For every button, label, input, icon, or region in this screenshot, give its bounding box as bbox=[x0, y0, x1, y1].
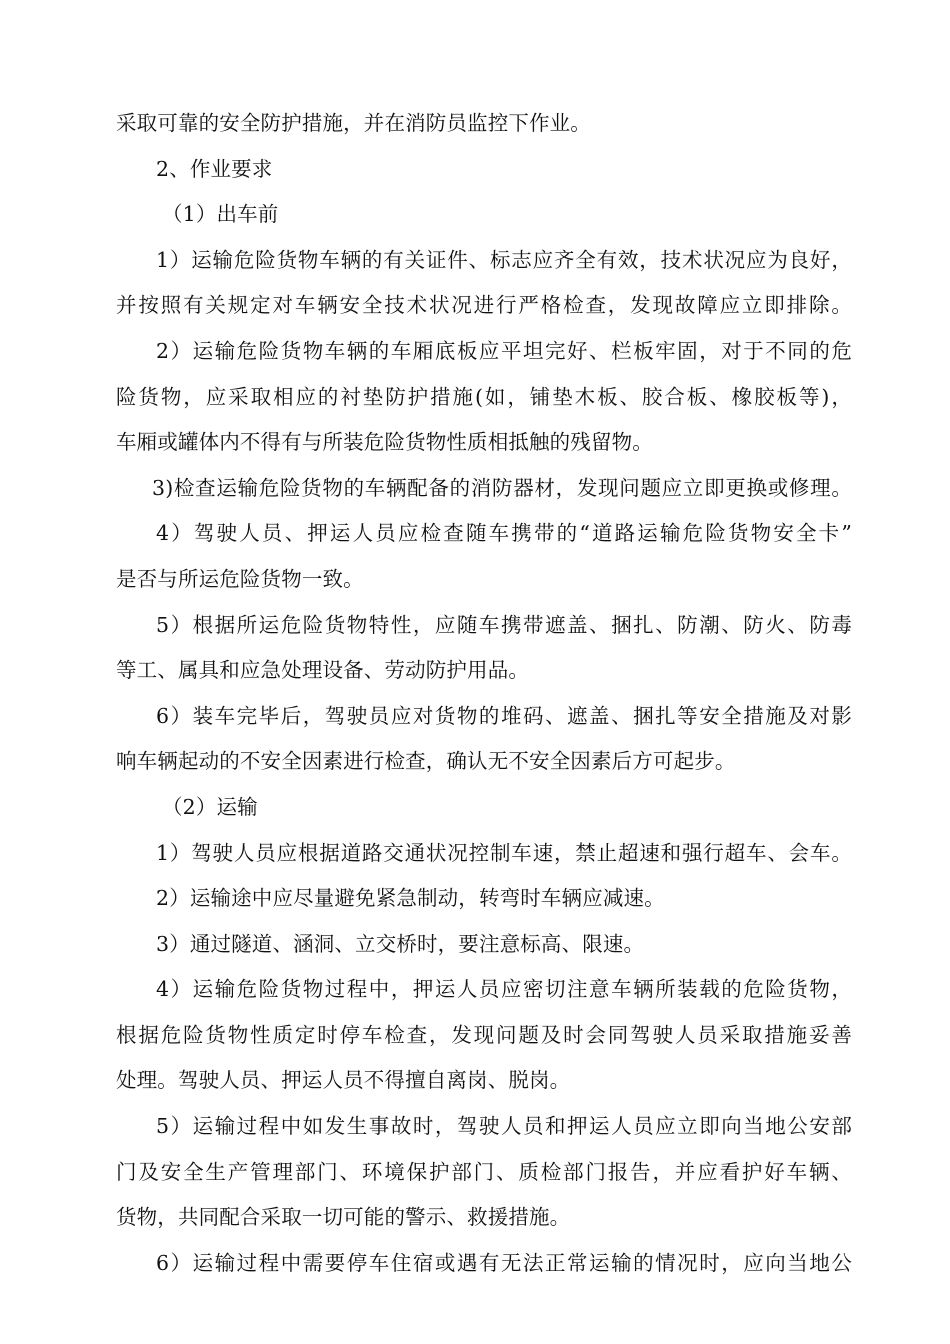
body-text-line: 响车辆起动的不安全因素进行检查，确认无不安全因素后方可起步。 bbox=[116, 749, 736, 774]
body-text-line: 4）驾驶人员、押运人员应检查随车携带的“道路运输危险货物安全卡” bbox=[156, 521, 852, 546]
body-text-line: 并按照有关规定对车辆安全技术状况进行严格检查，发现故障应立即排除。 bbox=[116, 293, 852, 318]
body-text-line: 2）运输危险货物车辆的车厢底板应平坦完好、栏板牢固，对于不同的危 bbox=[156, 338, 852, 363]
body-text-line: 2）运输途中应尽量避免紧急制动，转弯时车辆应减速。 bbox=[156, 886, 665, 911]
body-text-line: 门及安全生产管理部门、环境保护部门、质检部门报告，并应看护好车辆、 bbox=[116, 1159, 852, 1184]
body-text-line: 1）运输危险货物车辆的有关证件、标志应齐全有效，技术状况应为良好， bbox=[156, 247, 852, 272]
body-text-line: 1）驾驶人员应根据道路交通状况控制车速，禁止超速和强行超车、会车。 bbox=[156, 840, 852, 865]
body-text-line: 处理。驾驶人员、押运人员不得擅自离岗、脱岗。 bbox=[116, 1068, 571, 1093]
body-text-line: 3）通过隧道、涵洞、立交桥时，要注意标高、限速。 bbox=[156, 931, 645, 956]
body-text-line: 4）运输危险货物过程中，押运人员应密切注意车辆所装载的危险货物， bbox=[156, 977, 852, 1002]
body-text-line: 险货物，应采取相应的衬垫防护措施(如，铺垫木板、胶合板、橡胶板等)， bbox=[116, 384, 852, 409]
body-text-line: 6）装车完毕后，驾驶员应对货物的堆码、遮盖、捆扎等安全措施及对影 bbox=[156, 703, 852, 728]
body-text-line: 是否与所运危险货物一致。 bbox=[116, 566, 364, 591]
body-text-line: 6）运输过程中需要停车住宿或遇有无法正常运输的情况时，应向当地公 bbox=[156, 1250, 852, 1275]
body-text-line: 车厢或罐体内不得有与所装危险货物性质相抵触的残留物。 bbox=[116, 430, 653, 455]
body-text-line: 货物，共同配合采取一切可能的警示、救援措施。 bbox=[116, 1205, 571, 1230]
body-text-line: 采取可靠的安全防护措施，并在消防员监控下作业。 bbox=[116, 111, 591, 135]
subsection-heading: （2）运输 bbox=[162, 794, 258, 819]
body-text-line: 根据危险货物性质定时停车检查，发现问题及时会同驾驶人员采取措施妥善 bbox=[116, 1022, 852, 1047]
subsection-heading: （1）出车前 bbox=[162, 202, 279, 227]
body-text-line: 3)检查运输危险货物的车辆配备的消防器材，发现问题应立即更换或修理。 bbox=[152, 475, 852, 500]
body-text-line: 5）运输过程中如发生事故时，驾驶人员和押运人员应立即向当地公安部 bbox=[156, 1114, 852, 1139]
document-body bbox=[116, 101, 852, 1286]
section-heading: 2、作业要求 bbox=[156, 156, 273, 181]
body-text-line: 5）根据所运危险货物特性，应随车携带遮盖、捆扎、防潮、防火、防毒 bbox=[156, 612, 852, 637]
body-text-line: 等工、属具和应急处理设备、劳动防护用品。 bbox=[116, 658, 529, 683]
